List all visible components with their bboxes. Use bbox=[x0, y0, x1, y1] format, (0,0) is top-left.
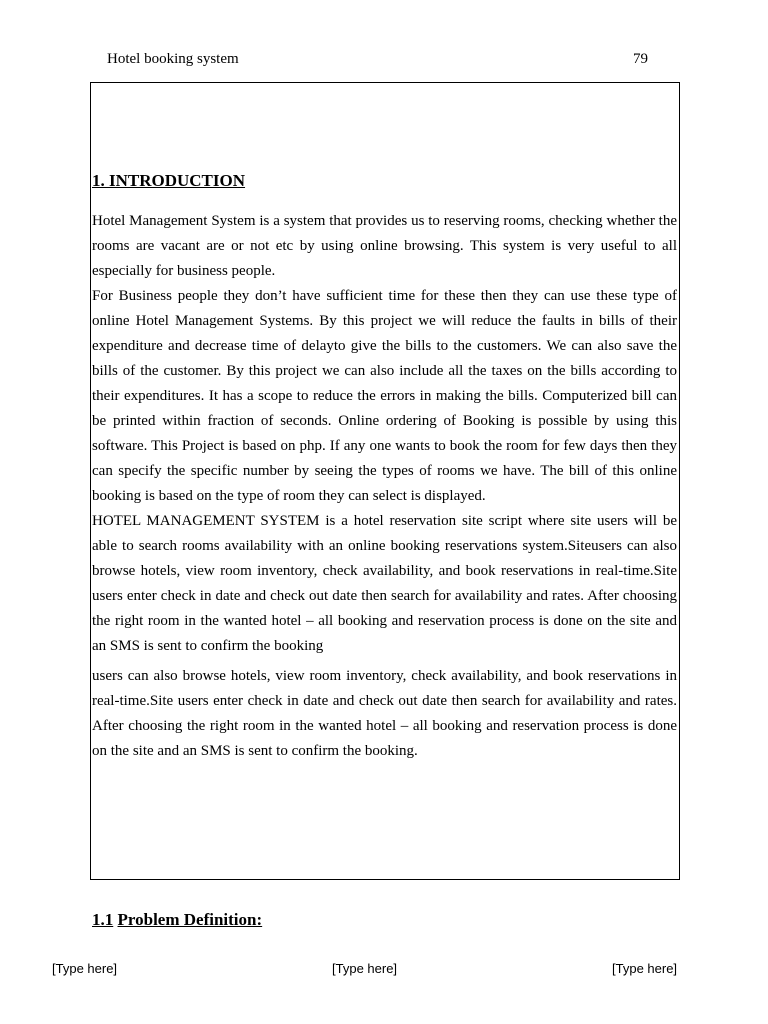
paragraph: users can also browse hotels, view room inventory, check availability, and book reservations in real-time.Site users enter check in date and check out date then search for availability and rates. After choosing the right room in the wanted hotel – all booking and reservation process is done on the site and an SMS is sent to confirm the booking. bbox=[92, 668, 677, 759]
running-header-title: Hotel booking system bbox=[107, 51, 239, 67]
paragraph: Hotel Management System is a system that provides us to reserving rooms, checking whether the rooms are vacant are or not etc by using online browsing. This system is very useful to all especially for business people. bbox=[92, 213, 677, 279]
footer-center-placeholder: [Type here] bbox=[332, 961, 398, 976]
subsection-heading bbox=[92, 910, 262, 930]
footer-left-placeholder: [Type here] bbox=[52, 961, 118, 976]
subsection-number: 1.1 bbox=[92, 910, 114, 929]
section-heading-introduction: 1. INTRODUCTION bbox=[92, 171, 246, 190]
page-number: 79 bbox=[633, 51, 648, 67]
subsection-title: Problem Definition: bbox=[117, 910, 263, 929]
footer-right-placeholder: [Type here] bbox=[612, 961, 678, 976]
paragraph: HOTEL MANAGEMENT SYSTEM is a hotel reservation site script where site users will be able to search rooms availability with an online booking reservations system.Siteusers can also browse hotels, view room inventory, check availability, and book reservations in real-time.Site users enter check in date and check out date then search for availability and rates. After choosing the right room in the wanted hotel – all booking and reservation process is done on the site and an SMS is sent to confirm the booking bbox=[92, 513, 677, 654]
paragraph: For Business people they don’t have sufficient time for these then they can use these type of online Hotel Management Systems. By this project we will reduce the faults in bills of their expenditure and decrease time of delayto give the bills to the customers. We can also save the bills of the customer. By this project we can also include all the taxes on the bills according to their expenditures. It has a scope to reduce the errors in making the bills. Computerized bill can be printed within fraction of seconds. Online ordering of Booking is possible by using this software. This Project is based on php. If any one wants to book the room for few days then they can specify the specific number by seeing the types of rooms we have. The bill of this online booking is based on the type of room they can select is displayed. bbox=[92, 288, 677, 504]
